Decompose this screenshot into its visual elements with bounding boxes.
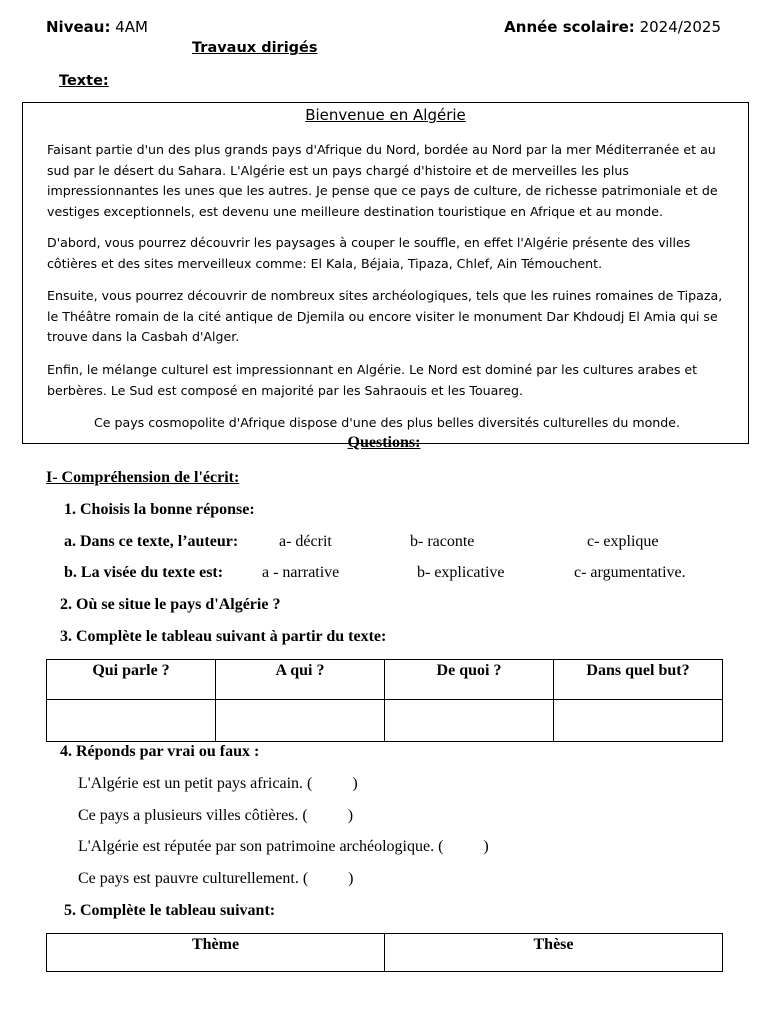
question-1a-label: a. Dans ce texte, l’auteur: — [64, 533, 239, 550]
section-comprehension: I- Compréhension de l'écrit: — [46, 469, 240, 486]
q1b-option-b[interactable]: b- explicative — [417, 564, 505, 581]
q1a-option-b[interactable]: b- raconte — [410, 533, 475, 550]
q1a-option-c[interactable]: c- explique — [587, 533, 659, 550]
table2-header-theme: Thème — [47, 934, 385, 972]
paragraph-line: Enfin, le mélange culturel est impressionnant en Algérie. Le Nord est dominé par les cultures arabes et — [47, 362, 698, 377]
niveau-field — [46, 18, 148, 36]
table1-answer-cell[interactable] — [385, 700, 554, 742]
table1-header-qui-parle: Qui parle ? — [47, 660, 216, 700]
q1a-option-a[interactable]: a- décrit — [279, 533, 332, 550]
passage-box — [22, 102, 749, 444]
question-5: 5. Complète le tableau suivant: — [64, 902, 276, 919]
paragraph-1 — [47, 140, 727, 222]
paragraph-line: impressionnantes les unes que les autres. Je pense que ce pays de culture, de richesse patrimoniale et de — [47, 183, 718, 198]
table-theme-these — [46, 933, 723, 972]
passage-title: Bienvenue en Algérie — [305, 106, 466, 124]
table1-answer-cell[interactable] — [554, 700, 723, 742]
paragraph-line: berbères. Le Sud est composé en majorité par les Sahraouis et les Touareg. — [47, 382, 523, 398]
paragraph-line: trouve dans la Casbah d'Alger. — [47, 329, 240, 344]
paragraph-2 — [47, 233, 727, 274]
q1b-option-a[interactable]: a - narrative — [262, 564, 340, 581]
paragraph-4 — [47, 360, 727, 401]
true-false-item-3[interactable]: L'Algérie est réputée par son patrimoine archéologique. ( ) — [78, 838, 489, 855]
question-4: 4. Réponds par vrai ou faux : — [60, 743, 260, 760]
question-2: 2. Où se situe le pays d'Algérie ? — [60, 596, 281, 613]
table1-answer-cell[interactable] — [216, 700, 385, 742]
annee-value: 2024/2025 — [639, 18, 721, 36]
annee-label: Année scolaire: — [504, 18, 635, 36]
question-1: 1. Choisis la bonne réponse: — [64, 501, 255, 518]
q1b-option-c[interactable]: c- argumentative. — [574, 564, 686, 581]
paragraph-line: sud par le désert du Sahara. L'Algérie est un pays chargé d'histoire et de merveilles les plus — [47, 162, 629, 178]
table1-header-a-qui: A qui ? — [216, 660, 385, 700]
true-false-item-2[interactable]: Ce pays a plusieurs villes côtières. ( ) — [78, 807, 354, 824]
paragraph-line: vestiges exceptionnels, est devenu une meilleure destination touristique en Afrique et au monde. — [47, 203, 664, 219]
questions-heading: Questions: — [347, 434, 421, 451]
question-3: 3. Complète le tableau suivant à partir du texte: — [60, 628, 387, 645]
table2-header-these: Thèse — [385, 934, 723, 972]
texte-label: Texte: — [59, 73, 109, 89]
table-communication — [46, 659, 723, 742]
paragraph-line: Ensuite, vous pourrez découvrir de nombreux sites archéologiques, tels que les ruines romaines de Tipaza, — [47, 288, 723, 303]
question-1b-label: b. La visée du texte est: — [64, 564, 224, 581]
table1-header-but: Dans quel but? — [554, 660, 723, 700]
paragraph-line: Faisant partie d'un des plus grands pays d'Afrique du Nord, bordée au Nord par la mer Méditerranée et au — [47, 142, 716, 157]
paragraph-5: Ce pays cosmopolite d'Afrique dispose d'une des plus belles diversités culturelles du monde. — [93, 415, 681, 430]
annee-field — [504, 18, 721, 36]
niveau-value: 4AM — [115, 18, 148, 36]
paragraph-line: côtières et des sites merveilleux comme: El Kala, Béjaia, Tipaza, Chlef, Ain Témouchent. — [47, 255, 603, 271]
paragraph-line: le Théâtre romain de la cité antique de Djemila ou encore visiter le monument Dar Khdoudj El Amia qui se — [47, 308, 718, 324]
true-false-item-1[interactable]: L'Algérie est un petit pays africain. ( ) — [78, 775, 358, 792]
table1-answer-cell[interactable] — [47, 700, 216, 742]
niveau-label: Niveau: — [46, 18, 111, 36]
worksheet-title: Travaux dirigés — [192, 40, 318, 56]
true-false-item-4[interactable]: Ce pays est pauvre culturellement. ( ) — [78, 870, 354, 887]
table1-header-de-quoi: De quoi ? — [385, 660, 554, 700]
paragraph-3 — [47, 286, 727, 348]
paragraph-line: D'abord, vous pourrez découvrir les paysages à couper le souffle, en effet l'Algérie présente des villes — [47, 235, 691, 250]
